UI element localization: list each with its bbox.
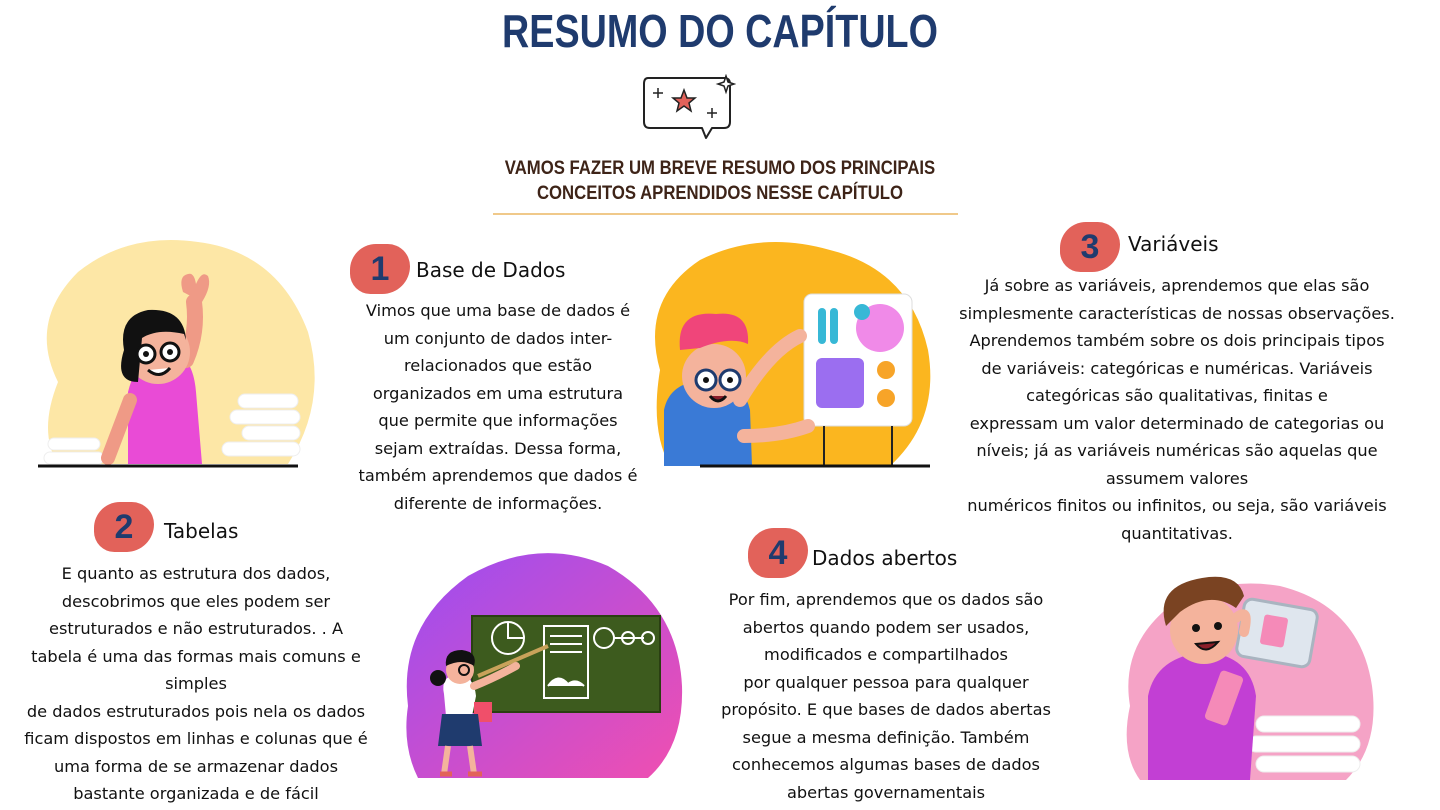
- section-1-line: relacionados que estão: [403, 356, 593, 375]
- section-3-line: quantitativas.: [1121, 523, 1233, 543]
- page-title: RESUMO DO CAPÍTULO: [502, 5, 938, 57]
- section-2-line: bastante organizada e de fácil: [73, 784, 319, 803]
- section-2-heading: Tabelas: [164, 519, 239, 543]
- section-2-line: uma forma de se armazenar dados: [53, 756, 339, 776]
- section-2-line: ficam dispostos em linhas e colunas que é: [24, 729, 368, 748]
- section-2-line: estruturados e não estruturados. . A: [48, 619, 344, 638]
- section-4-line: abertos quando podem ser usados,: [742, 617, 1030, 637]
- section-1-line: diferente de informações.: [393, 493, 603, 513]
- section-4-line: segue a mesma definição. Também: [742, 727, 1030, 747]
- section-4-line: modificados e compartilhados: [764, 645, 1008, 664]
- section-3-line: de variáveis: categóricas e numéricas. Variáveis: [981, 358, 1373, 378]
- section-1-text: [332, 297, 664, 517]
- section-2-line: E quanto as estrutura dos dados,: [61, 564, 331, 583]
- section-4-line: conhecemos algumas bases de dados: [732, 755, 1040, 774]
- section-2-text: [0, 560, 392, 808]
- subtitle-line-2: CONCEITOS APRENDIDOS NESSE CAPÍTULO: [536, 183, 904, 204]
- divider: [493, 213, 958, 215]
- section-4-line: propósito. E que bases de dados abertas: [721, 700, 1051, 719]
- subtitle: [500, 156, 940, 206]
- section-1-line: organizados em uma estrutura: [372, 383, 624, 403]
- section-3-line: simplesmente características de nossas observações.: [959, 303, 1395, 323]
- section-3-heading: Variáveis: [1128, 232, 1219, 256]
- section-1-badge: 1: [350, 244, 410, 294]
- teacher-chalkboard-illustration: [398, 546, 688, 780]
- section-1-line: também aprendemos que dados é: [358, 466, 638, 485]
- section-2-line: tabela é uma das formas mais comuns e: [31, 646, 361, 666]
- subtitle-line-1: VAMOS FAZER UM BREVE RESUMO DOS PRINCIPAIS: [504, 158, 936, 179]
- section-3-line: Aprendemos também sobre os dois principais tipos: [969, 331, 1385, 350]
- section-4-heading: Dados abertos: [812, 546, 958, 570]
- section-2-line: de dados estruturados pois nela os dados: [26, 701, 366, 721]
- section-1-line: Vimos que uma base de dados é: [365, 301, 631, 320]
- section-4-line: abertas governamentais: [786, 782, 986, 802]
- section-3-line: categóricas são qualitativas, finitas e: [1026, 386, 1328, 405]
- section-4-badge: 4: [748, 528, 808, 578]
- sparkle-chat-icon: [640, 74, 736, 144]
- section-2-badge: 2: [94, 502, 154, 552]
- boy-tablet-illustration: [1110, 556, 1390, 782]
- section-3-text: [932, 272, 1422, 547]
- section-1-line: um conjunto de dados inter-: [383, 328, 613, 348]
- section-3-line: Já sobre as variáveis, aprendemos que elas são: [984, 276, 1370, 295]
- section-3-line: expressam um valor determinado de categorias ou: [969, 413, 1385, 433]
- section-1-heading: Base de Dados: [416, 258, 566, 282]
- section-4-line: Por fim, aprendemos que os dados são: [728, 590, 1044, 609]
- section-2-line: simples: [165, 674, 227, 693]
- section-3-line: numéricos finitos ou infinitos, ou seja, são variáveis: [967, 496, 1387, 515]
- section-3-line: níveis; já as variáveis numéricas são aquelas que: [976, 441, 1378, 460]
- girl-waving-illustration: [18, 232, 318, 470]
- section-1-line: sejam extraídas. Dessa forma,: [374, 438, 622, 458]
- section-4-text: [690, 586, 1082, 806]
- presenter-board-illustration: [640, 240, 940, 468]
- section-1-line: que permite que informações: [378, 411, 618, 430]
- section-3-badge: 3: [1060, 222, 1120, 272]
- section-3-line: assumem valores: [1105, 468, 1249, 488]
- section-4-line: por qualquer pessoa para qualquer: [743, 672, 1029, 692]
- section-2-line: descobrimos que eles podem ser: [61, 591, 331, 611]
